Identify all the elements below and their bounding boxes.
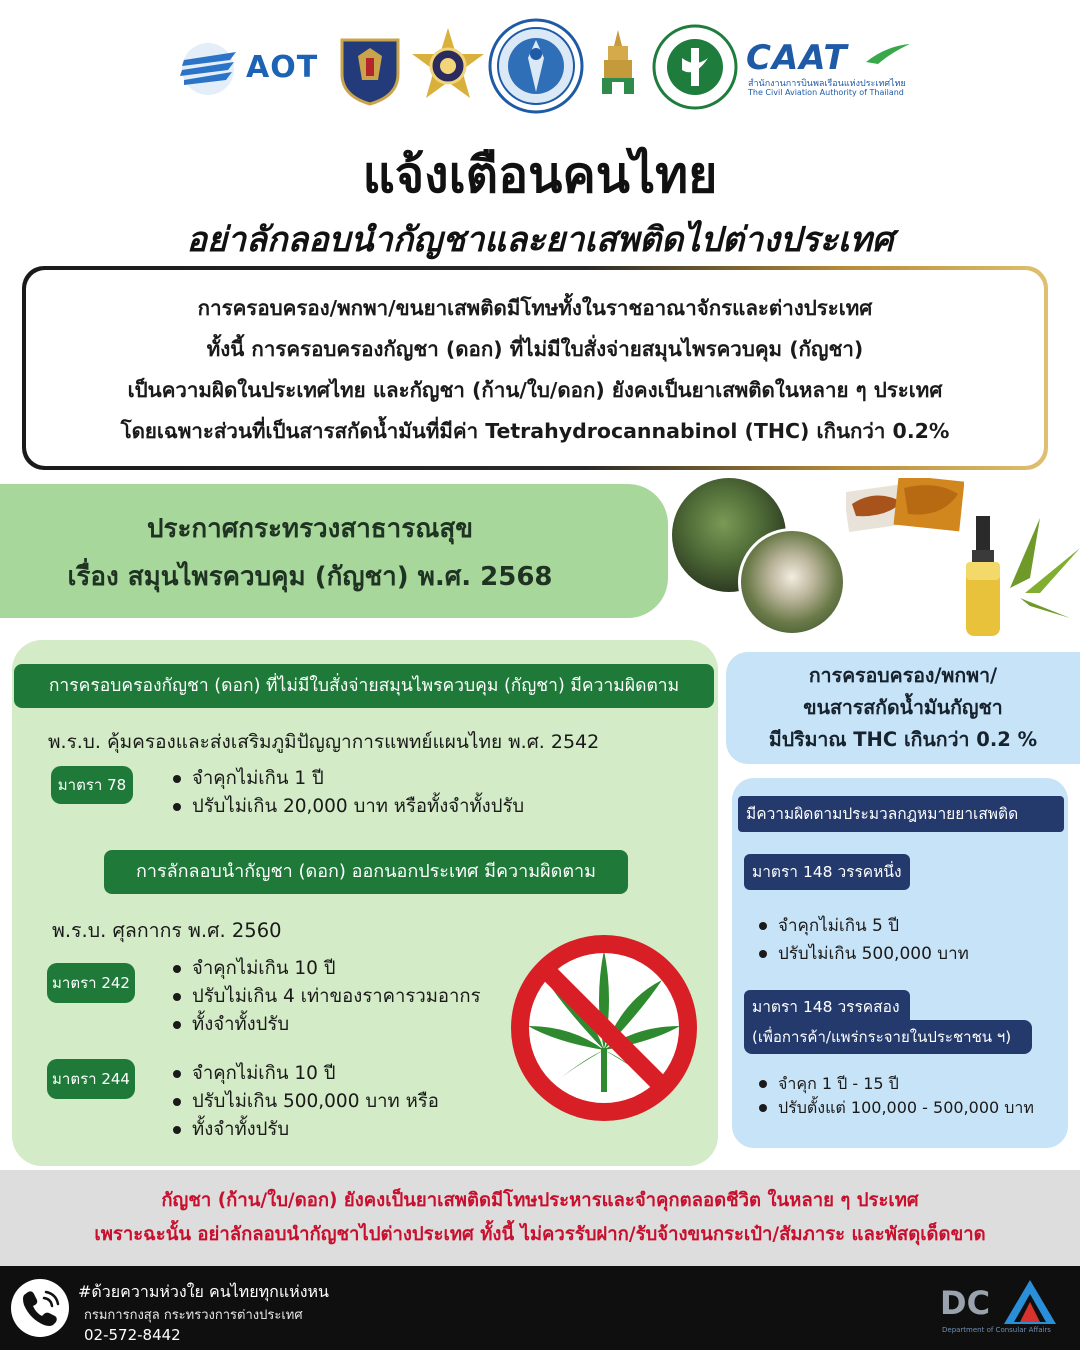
section-148-2-penalties <box>756 1072 1034 1120</box>
dca-triangle-icon <box>1002 1278 1058 1326</box>
smuggling-offense-header: การลักลอบนำกัญชา (ดอก) ออกนอกประเทศ มีความผิดตาม <box>104 850 628 894</box>
penalty-item: จำคุกไม่เกิน 10 ปี <box>170 955 481 983</box>
customs-act: พ.ร.บ. ศุลกากร พ.ศ. 2560 <box>52 919 282 942</box>
warning-line: ทั้งนี้ การครอบครองกัญชา (ดอก) ที่ไม่มีใบสั่งจ่ายสมุนไพรควบคุม (กัญชา) <box>206 337 864 361</box>
announcement-title: ประกาศกระทรวงสาธารณสุข <box>146 514 473 544</box>
notice-line: เพราะฉะนั้น อย่าลักลอบนำกัญชาไปต่างประเทศ ทั้งนี้ ไม่ควรรับฝาก/รับจ้างขนกระเป๋า/สัมภาระ และพัสดุเด็ดขาด <box>94 1224 986 1245</box>
caat-wordmark: CAAT <box>746 38 848 78</box>
penalty-item: จำคุกไม่เกิน 1 ปี <box>170 765 524 793</box>
section-148-1-penalties <box>756 912 969 968</box>
thai-traditional-medicine-act: พ.ร.บ. คุ้มครองและส่งเสริมภูมิปัญญาการแพทย์แผนไทย พ.ศ. 2542 <box>48 731 600 753</box>
section-78-penalties <box>170 765 524 821</box>
penalty-item: ทั้งจำทั้งปรับ <box>170 1116 439 1144</box>
section-244-badge: มาตรา 244 <box>47 1059 135 1099</box>
aot-wing-icon <box>178 40 242 98</box>
cannabis-oil-bottle-photo <box>930 498 1080 648</box>
justice-star-logo <box>408 26 488 106</box>
announcement-subject: เรื่อง สมุนไพรควบคุม (กัญชา) พ.ศ. 2568 <box>67 562 553 592</box>
penalty-item: ปรับไม่เกิน 4 เท่าของราคารวมอากร <box>170 983 481 1011</box>
thc-heading-line: การครอบครอง/พกพา/ <box>808 664 998 687</box>
warning-line: การครอบครอง/พกพา/ขนยาเสพติดมีโทษทั้งในราชอาณาจักรและต่างประเทศ <box>197 296 873 320</box>
logo-bar <box>0 10 1080 110</box>
page-title: แจ้งเตือนคนไทย <box>362 146 718 204</box>
thc-oil-heading <box>726 652 1080 764</box>
warning-box <box>22 266 1048 470</box>
dca-wordmark: DC <box>940 1284 991 1322</box>
thc-heading-line: ขนสารสกัดน้ำมันกัญชา <box>803 696 1003 719</box>
temple-logo <box>596 28 640 114</box>
section-148-2-badge: มาตรา 148 วรรคสอง <box>744 990 910 1024</box>
caat-logo <box>746 38 926 108</box>
caat-subtitle-th: สำนักงานการบินพลเรือนแห่งประเทศไทย <box>748 79 906 89</box>
warning-line: เป็นความผิดในประเทศไทย และกัญชา (ก้าน/ใบ/ดอก) ยังคงเป็นยาเสพติดในหลาย ๆ ประเทศ <box>127 378 943 402</box>
thc-heading-line: มีปริมาณ THC เกินกว่า 0.2 % <box>768 728 1038 751</box>
cannabis-flower-photo <box>738 528 846 636</box>
penalty-item: จำคุกไม่เกิน 5 ปี <box>756 912 969 940</box>
section-242-badge: มาตรา 242 <box>47 963 135 1003</box>
ministry-public-health-logo <box>652 24 738 110</box>
footer-department: กรมการกงสุล กระทรวงการต่างประเทศ <box>84 1308 303 1323</box>
page-subtitle: อย่าลักลอบนำกัญชาและยาเสพติดไปต่างประเทศ <box>186 220 894 260</box>
dca-logo <box>940 1276 1060 1340</box>
phone-icon[interactable] <box>10 1278 70 1338</box>
announcement-banner <box>0 484 668 618</box>
no-cannabis-icon <box>506 930 702 1126</box>
section-148-2-note: (เพื่อการค้า/แพร่กระจายในประชาชน ฯ) <box>744 1020 1032 1054</box>
section-148-1-badge: มาตรา 148 วรรคหนึ่ง <box>744 854 910 890</box>
customs-seal-logo <box>488 18 584 114</box>
aot-wordmark: AOT <box>246 50 319 85</box>
penalty-item: ปรับไม่เกิน 500,000 บาท <box>756 940 969 968</box>
police-shield-logo <box>338 34 402 106</box>
penalty-item: จำคุก 1 ปี - 15 ปี <box>756 1072 1034 1096</box>
penalty-item: ปรับตั้งแต่ 100,000 - 500,000 บาท <box>756 1096 1034 1120</box>
penalty-item: ปรับไม่เกิน 500,000 บาท หรือ <box>170 1088 439 1116</box>
caat-subtitle-en: The Civil Aviation Authority of Thailand <box>748 88 904 97</box>
notice-line: กัญชา (ก้าน/ใบ/ดอก) ยังคงเป็นยาเสพติดมีโทษประหารและจำคุกตลอดชีวิต ในหลาย ๆ ประเทศ <box>161 1190 919 1211</box>
aot-logo <box>178 40 328 98</box>
penalty-item: ทั้งจำทั้งปรับ <box>170 1011 481 1039</box>
possession-offense-header: การครอบครองกัญชา (ดอก) ที่ไม่มีใบสั่งจ่ายสมุนไพรควบคุม (กัญชา) มีความผิดตาม <box>14 664 714 708</box>
section-78-badge: มาตรา 78 <box>51 766 133 804</box>
narcotics-code-header: มีความผิดตามประมวลกฎหมายยาเสพติด <box>738 796 1064 832</box>
footer-hashtag: #ด้วยความห่วงใย คนไทยทุกแห่งหน <box>78 1282 329 1301</box>
footer-phone[interactable]: 02-572-8442 <box>84 1326 181 1344</box>
caat-swoosh-icon <box>866 42 910 66</box>
penalty-item: ปรับไม่เกิน 20,000 บาท หรือทั้งจำทั้งปรับ <box>170 793 524 821</box>
warning-line: โดยเฉพาะส่วนที่เป็นสารสกัดน้ำมันที่มีค่า Tetrahydrocannabinol (THC) เกินกว่า 0.2% <box>120 419 950 443</box>
death-penalty-notice <box>0 1170 1080 1266</box>
penalty-item: จำคุกไม่เกิน 10 ปี <box>170 1060 439 1088</box>
section-244-penalties <box>170 1060 439 1144</box>
section-242-penalties <box>170 955 481 1039</box>
dca-subtitle: Department of Consular Affairs <box>942 1326 1051 1334</box>
